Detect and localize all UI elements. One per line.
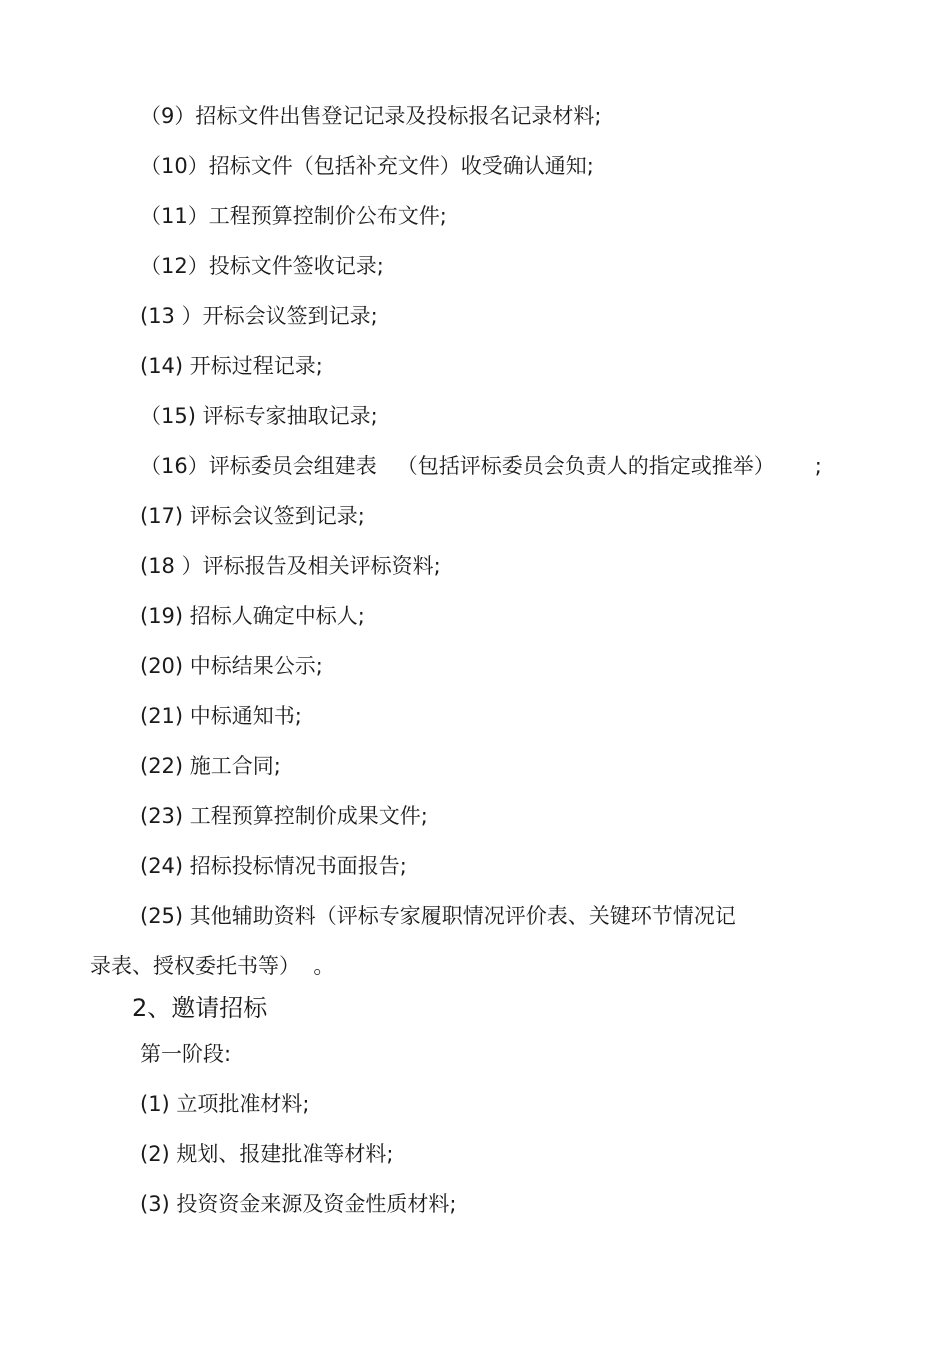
list-item: （12）投标文件签收记录; — [140, 254, 384, 278]
list-item: (1) 立项批准材料; — [140, 1092, 310, 1116]
list-item: （16）评标委员会组建表 （包括评标委员会负责人的指定或推举） ; — [140, 454, 822, 478]
list-item: （15) 评标专家抽取记录; — [140, 404, 378, 428]
list-item: (17) 评标会议签到记录; — [140, 504, 365, 528]
list-item: (2) 规划、报建批准等材料; — [140, 1142, 394, 1166]
list-item: (18 ）评标报告及相关评标资料; — [140, 554, 441, 578]
list-item-25-line1: (25) 其他辅助资料（评标专家履职情况评价表、关键环节情况记 — [140, 904, 736, 928]
list-item: (20) 中标结果公示; — [140, 654, 323, 678]
list-item-25-line2: 录表、授权委托书等） 。 — [90, 954, 335, 978]
list-item: （10）招标文件（包括补充文件）收受确认通知; — [140, 154, 594, 178]
list-item: (3) 投资资金来源及资金性质材料; — [140, 1192, 457, 1216]
list-item: （9）招标文件出售登记记录及投标报名记录材料; — [140, 104, 602, 128]
list-item: （11）工程预算控制价公布文件; — [140, 204, 447, 228]
list-item: (23) 工程预算控制价成果文件; — [140, 804, 428, 828]
list-item: (21) 中标通知书; — [140, 704, 302, 728]
list-item: (13 ）开标会议签到记录; — [140, 304, 378, 328]
list-item: (14) 开标过程记录; — [140, 354, 323, 378]
section-heading: 2、邀请招标 — [132, 994, 268, 1022]
list-item: (24) 招标投标情况书面报告; — [140, 854, 407, 878]
stage-label: 第一阶段: — [140, 1042, 232, 1066]
list-item: (22) 施工合同; — [140, 754, 281, 778]
list-item: (19) 招标人确定中标人; — [140, 604, 365, 628]
